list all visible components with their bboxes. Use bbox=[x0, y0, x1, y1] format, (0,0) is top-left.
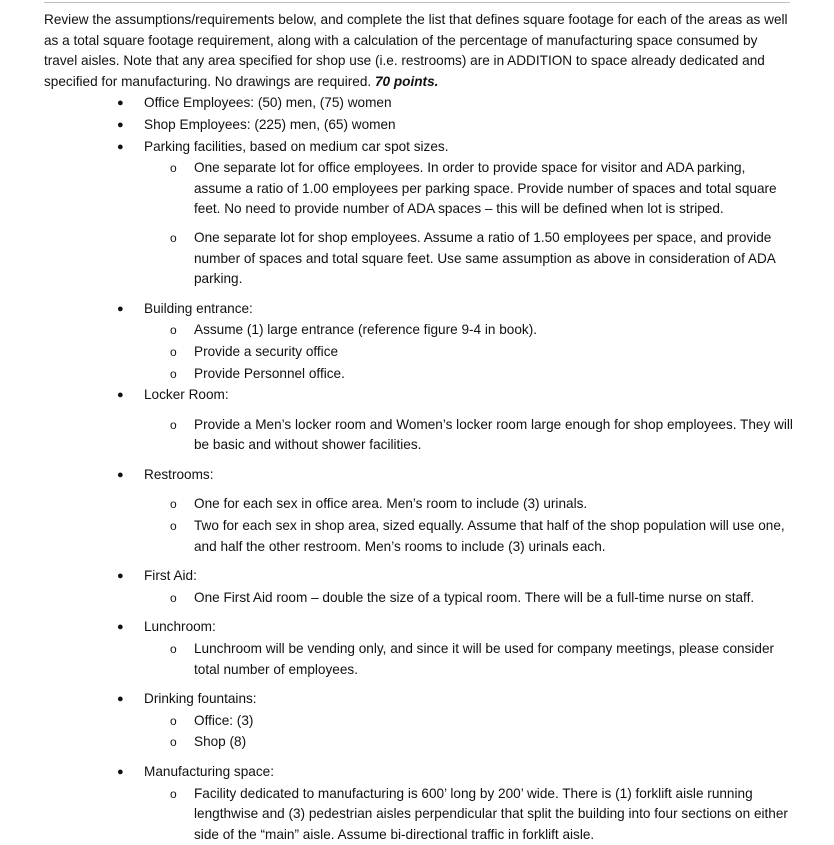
sub-bullet-icon: o bbox=[170, 642, 177, 657]
requirement-label: Restrooms: bbox=[144, 466, 214, 482]
sub-bullet-icon: o bbox=[170, 366, 177, 381]
sub-requirement-item bbox=[144, 516, 794, 557]
bullet-icon: ● bbox=[117, 118, 124, 131]
sub-requirements-list bbox=[144, 494, 794, 557]
sub-requirements-list bbox=[144, 158, 794, 290]
requirement-item bbox=[44, 385, 794, 456]
sub-requirement-item bbox=[144, 415, 794, 456]
sub-requirement-item bbox=[144, 732, 794, 753]
intro-text: Review the assumptions/requirements below, and complete the list that defines square footage for each of the areas as well as a total square footage requirement, along with a calculation of the percentage of manufacturing space consumed by travel aisles. Note that any area specified for shop use (i.e. restrooms) are in ADDITION to space already dedicated and specified for manufacturing. No drawings are required. bbox=[44, 12, 788, 89]
bullet-icon: ● bbox=[117, 766, 124, 778]
sub-requirement-item bbox=[144, 639, 794, 680]
intro-paragraph bbox=[44, 10, 794, 92]
requirement-label: Office Employees: (50) men, (75) women bbox=[144, 95, 392, 111]
sub-requirement-text: Shop (8) bbox=[194, 734, 247, 750]
points-value: 70 points. bbox=[374, 73, 439, 89]
requirement-label: Manufacturing space: bbox=[144, 764, 274, 779]
sub-requirement-text: Lunchroom will be vending only, and since it will be used for company meetings, please consider total number of employees. bbox=[194, 641, 775, 677]
sub-requirements-list bbox=[144, 588, 794, 609]
bullet-icon: ● bbox=[117, 468, 124, 481]
bullet-icon: ● bbox=[117, 389, 124, 402]
sub-requirement-text: One for each sex in office area. Men’s room to include (3) urinals. bbox=[194, 496, 588, 512]
bullet-icon: ● bbox=[117, 302, 124, 315]
assignment-document bbox=[44, 10, 794, 845]
sub-bullet-icon: o bbox=[170, 590, 177, 605]
requirement-label: Drinking fountains: bbox=[144, 691, 257, 707]
sub-bullet-icon: o bbox=[170, 519, 177, 534]
requirement-label: Building entrance: bbox=[144, 300, 253, 316]
requirement-item bbox=[44, 762, 794, 845]
sub-requirements-list bbox=[144, 639, 794, 680]
sub-bullet-icon: o bbox=[170, 497, 177, 512]
sub-requirement-item bbox=[144, 364, 794, 385]
sub-bullet-icon: o bbox=[170, 161, 177, 176]
sub-requirement-item bbox=[144, 228, 794, 290]
requirement-item bbox=[44, 617, 794, 680]
bullet-icon: ● bbox=[117, 570, 124, 583]
sub-requirement-item bbox=[144, 588, 794, 609]
sub-requirement-item bbox=[144, 494, 794, 515]
bullet-icon: ● bbox=[117, 621, 124, 634]
bullet-icon: ● bbox=[117, 693, 124, 706]
sub-bullet-icon: o bbox=[170, 735, 177, 750]
sub-requirement-text: Assume (1) large entrance (reference figure 9-4 in book). bbox=[194, 322, 538, 338]
sub-requirements-list bbox=[144, 415, 794, 456]
requirement-label: Lunchroom: bbox=[144, 619, 216, 635]
sub-requirement-text: Two for each sex in shop area, sized equally. Assume that half of the shop population will use one, and half the other restroom. Men’s rooms to include (3) urinals each. bbox=[194, 518, 785, 554]
sub-requirement-text: Provide a Men’s locker room and Women’s locker room large enough for shop employees. They will be basic and without shower facilities. bbox=[194, 416, 793, 453]
sub-requirement-text: Provide a security office bbox=[194, 343, 339, 359]
sub-requirement-text: One separate lot for shop employees. Assume a ratio of 1.50 employees per space, and provide number of spaces and total square feet. Use same assumption as above in consideration of ADA parking. bbox=[194, 229, 776, 287]
sub-bullet-icon: o bbox=[170, 713, 177, 728]
requirement-item bbox=[44, 566, 794, 608]
bullet-icon: ● bbox=[117, 97, 124, 110]
sub-bullet-icon: o bbox=[170, 344, 177, 359]
sub-requirement-item bbox=[144, 711, 794, 732]
sub-bullet-icon: o bbox=[170, 323, 177, 338]
sub-requirements-list bbox=[144, 784, 794, 845]
requirement-item bbox=[44, 299, 794, 384]
sub-requirement-item bbox=[144, 342, 794, 363]
bullet-icon: ● bbox=[117, 140, 124, 153]
sub-requirement-text: Office: (3) bbox=[194, 712, 254, 728]
requirement-label: Parking facilities, based on medium car spot sizes. bbox=[144, 138, 449, 154]
requirement-item bbox=[44, 115, 794, 136]
sub-requirement-text: Facility dedicated to manufacturing is 600’ long by 200’ wide. There is (1) forklift aisle running lengthwise and (3) pedestrian aisles perpendicular that split the building into four sections on either side of the “main” aisle. Assume bi-directional traffic in forklift aisle. bbox=[194, 785, 788, 842]
sub-requirement-text: One separate lot for office employees. In order to provide space for visitor and ADA parking, assume a ratio of 1.00 employees per parking space. Provide number of spaces and total square feet. No need to provide number of ADA spaces – this will be defined when lot is striped. bbox=[194, 160, 777, 217]
sub-requirement-item bbox=[144, 158, 794, 220]
sub-bullet-icon: o bbox=[170, 230, 177, 245]
page-top-rule bbox=[44, 2, 790, 3]
sub-requirement-item bbox=[144, 320, 794, 341]
requirement-item bbox=[44, 689, 794, 753]
requirement-label: First Aid: bbox=[144, 568, 197, 584]
requirement-label: Locker Room: bbox=[144, 387, 229, 403]
requirements-list bbox=[44, 93, 794, 845]
requirement-item bbox=[44, 137, 794, 290]
sub-bullet-icon: o bbox=[170, 417, 177, 432]
sub-requirement-text: Provide Personnel office. bbox=[194, 365, 345, 381]
requirement-label: Shop Employees: (225) men, (65) women bbox=[144, 116, 396, 132]
requirement-item bbox=[44, 93, 794, 114]
sub-requirements-list bbox=[144, 320, 794, 384]
sub-bullet-icon: o bbox=[170, 786, 177, 801]
sub-requirement-text: One First Aid room – double the size of a typical room. There will be a full-time nurse on staff. bbox=[194, 589, 755, 605]
sub-requirements-list bbox=[144, 711, 794, 753]
sub-requirement-item bbox=[144, 784, 794, 845]
requirement-item bbox=[44, 465, 794, 557]
